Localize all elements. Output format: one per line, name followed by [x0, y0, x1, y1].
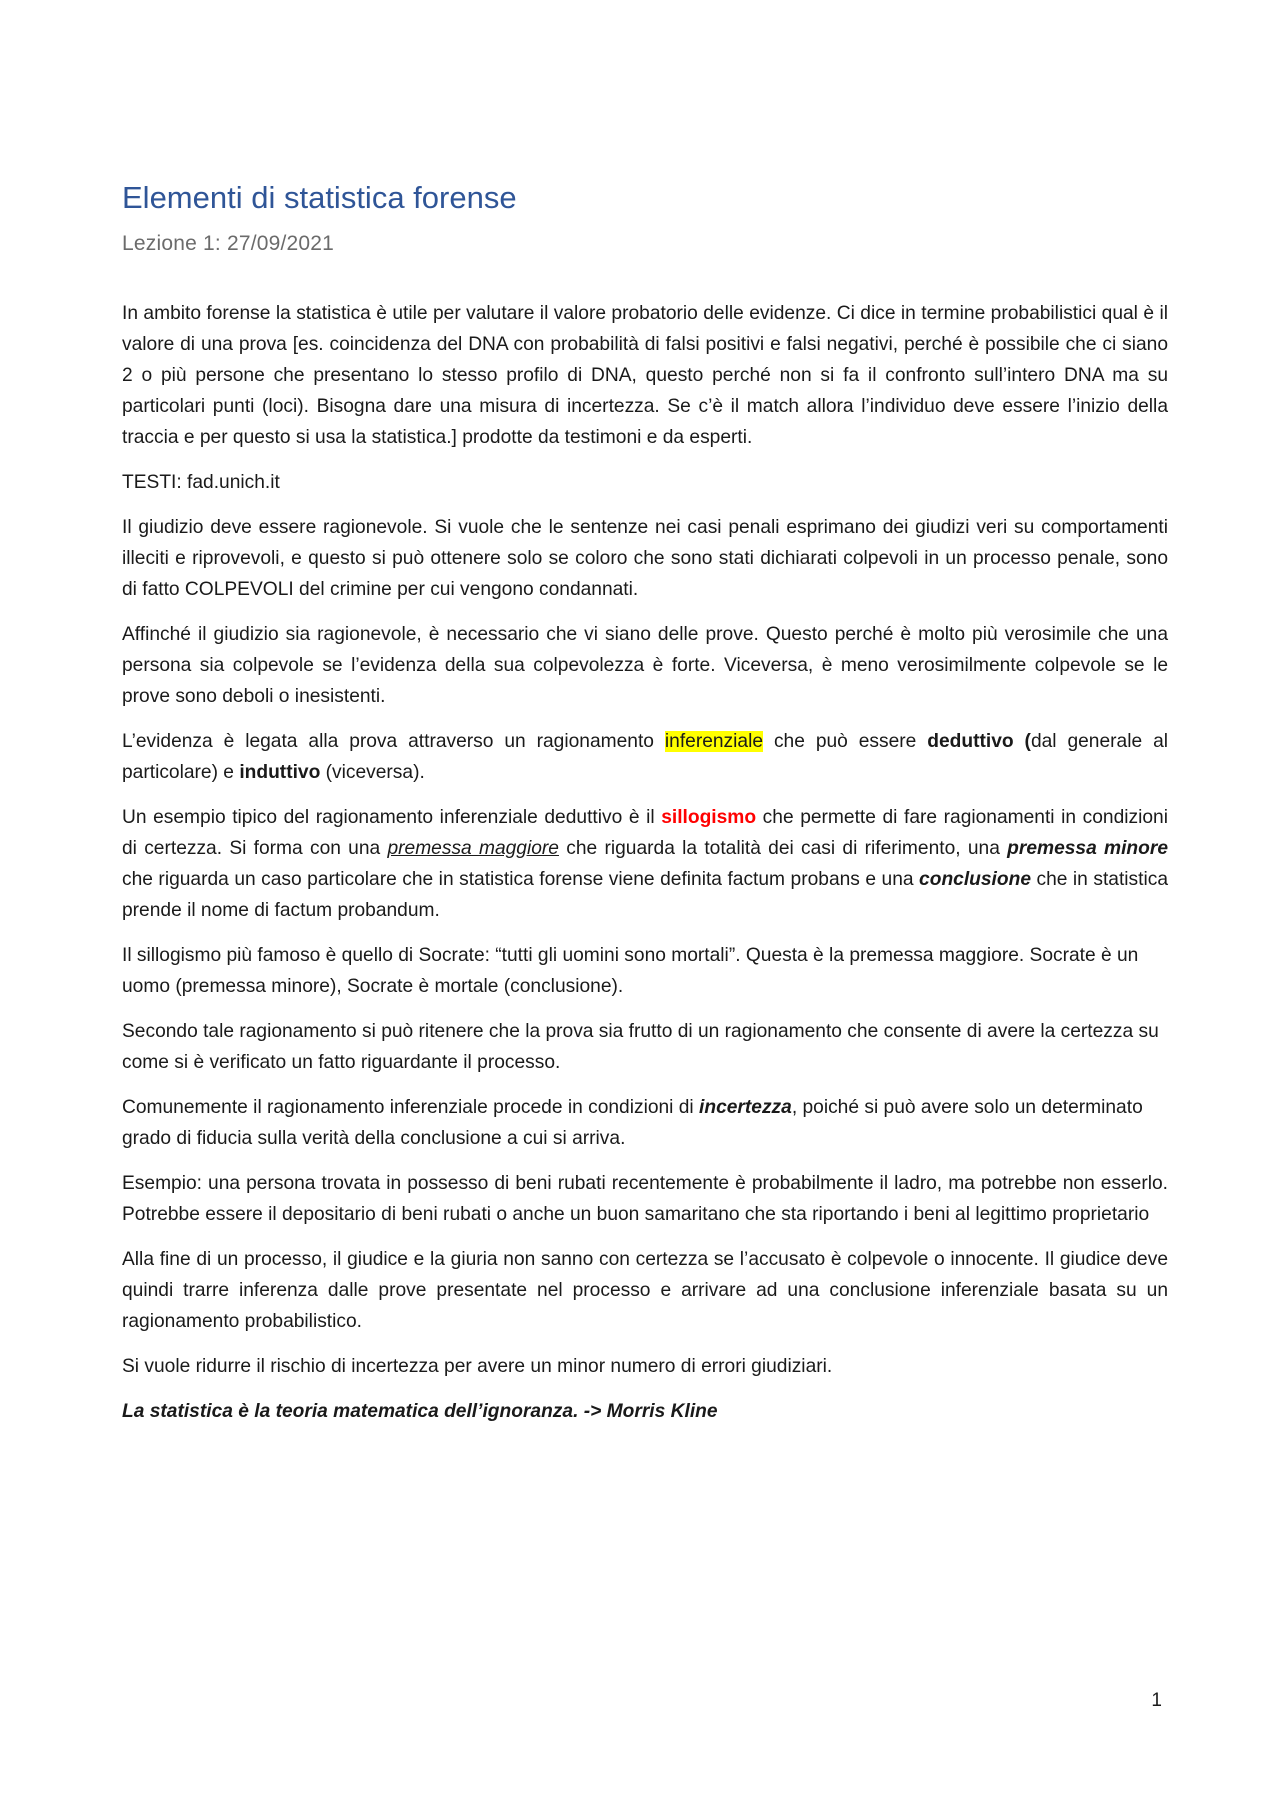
bold-italic-term-uncertainty: incertezza [699, 1097, 792, 1118]
page-number: 1 [1151, 1690, 1162, 1711]
text-span: (viceversa). [320, 762, 425, 783]
bold-term-deductive: deduttivo ( [927, 731, 1031, 752]
underlined-term-major-premise: premessa maggiore [387, 838, 559, 859]
text-span: dal generale al particolare) e [122, 731, 1169, 783]
closing-quote: La statistica è la teoria matematica dell’ignoranza. -> Morris Kline [122, 1401, 718, 1422]
text-span: Un esempio tipico del ragionamento inferenziale deduttivo è il [122, 807, 662, 828]
paragraph-risk: Si vuole ridurre il rischio di incertezza per avere un minor numero di errori giudiziari. [122, 1356, 833, 1377]
paragraph-certainty: Secondo tale ragionamento si può ritenere che la prova sia frutto di un ragionamento che consente di avere la certezza su come si è verificato un fatto riguardante il processo. [122, 1021, 1159, 1073]
paragraph-example: Esempio: una persona trovata in possesso di beni rubati recentemente è probabilmente il ladro, ma potrebbe non esserlo. Potrebbe essere il depositario di beni rubati o anche un buon samaritano che sta riportando i beni al legittimo proprietario [122, 1173, 1168, 1225]
text-span: che riguarda un caso particolare che in statistica forense viene definita factum probans e una [122, 869, 920, 890]
text-span: che in statistica prende il nome di factum probandum. [122, 869, 1168, 921]
text-span: che permette di fare ragionamenti in condizioni di certezza. Si forma con una [122, 807, 1168, 859]
text-span: L’evidenza è legata alla prova attraverso un ragionamento [122, 731, 665, 752]
document-page [122, 178, 1168, 1427]
text-span: che può essere [763, 731, 928, 752]
paragraph-syllogism [122, 802, 1168, 926]
paragraph-intro: In ambito forense la statistica è utile per valutare il valore probatorio delle evidenze. Ci dice in termine probabilistici qual è il valore di una prova [es. coincidenza del DNA con probabilità di falsi positivi e falsi negativi, perché è possibile che ci siano 2 o più persone che presentano lo stesso profilo di DNA, questo perché non si fa il confronto sull’intero DNA ma su particolari punti (loci). Bisogna dare una misura di incertezza. Se c’è il match allora l’individuo deve essere l’inizio della traccia e per questo si usa la statistica.] prodotte da testimoni e da esperti. [122, 303, 1168, 448]
text-span: Comunemente il ragionamento inferenziale procede in condizioni di [122, 1097, 700, 1118]
text-span: che riguarda la totalità dei casi di riferimento, una [558, 838, 1008, 859]
paragraph-texts: TESTI: fad.unich.it [122, 472, 280, 493]
bold-term-inductive: induttivo [239, 762, 321, 783]
document-body [122, 298, 1168, 1427]
document-subtitle: Lezione 1: 27/09/2021 [122, 232, 335, 255]
paragraph-judgment: Il giudizio deve essere ragionevole. Si vuole che le sentenze nei casi penali esprimano dei giudizi veri su comportamenti illeciti e riprovevoli, e questo si può ottenere solo se coloro che sono stati dichiarati colpevoli in un processo penale, sono di fatto COLPEVOLI del crimine per cui vengono condannati. [122, 517, 1168, 600]
document-title: Elementi di statistica forense [122, 180, 517, 215]
red-term-syllogism: sillogismo [661, 807, 757, 828]
text-span: , poiché si può avere solo un determinato grado di fiducia sulla verità della conclusione a cui si arriva. [122, 1097, 1143, 1149]
paragraph-inference [122, 726, 1168, 788]
paragraph-uncertainty [122, 1092, 1168, 1154]
bold-italic-term-minor-premise: premessa minore [1007, 838, 1169, 859]
paragraph-socrates: Il sillogismo più famoso è quello di Socrate: “tutti gli uomini sono mortali”. Questa è la premessa maggiore. Socrate è un uomo (premessa minore), Socrate è mortale (conclusione). [122, 945, 1139, 997]
highlighted-term: inferenziale [664, 731, 764, 752]
bold-italic-term-conclusion: conclusione [919, 869, 1031, 890]
paragraph-trial: Alla fine di un processo, il giudice e la giuria non sanno con certezza se l’accusato è colpevole o innocente. Il giudice deve quindi trarre inferenza dalle prove presentate nel processo e arrivare ad una conclusione inferenziale basata su un ragionamento probabilistico. [122, 1249, 1168, 1332]
paragraph-evidence: Affinché il giudizio sia ragionevole, è necessario che vi siano delle prove. Questo perché è molto più verosimile che una persona sia colpevole se l’evidenza della sua colpevolezza è forte. Viceversa, è meno verosimilmente colpevole se le prove sono deboli o inesistenti. [122, 624, 1168, 707]
